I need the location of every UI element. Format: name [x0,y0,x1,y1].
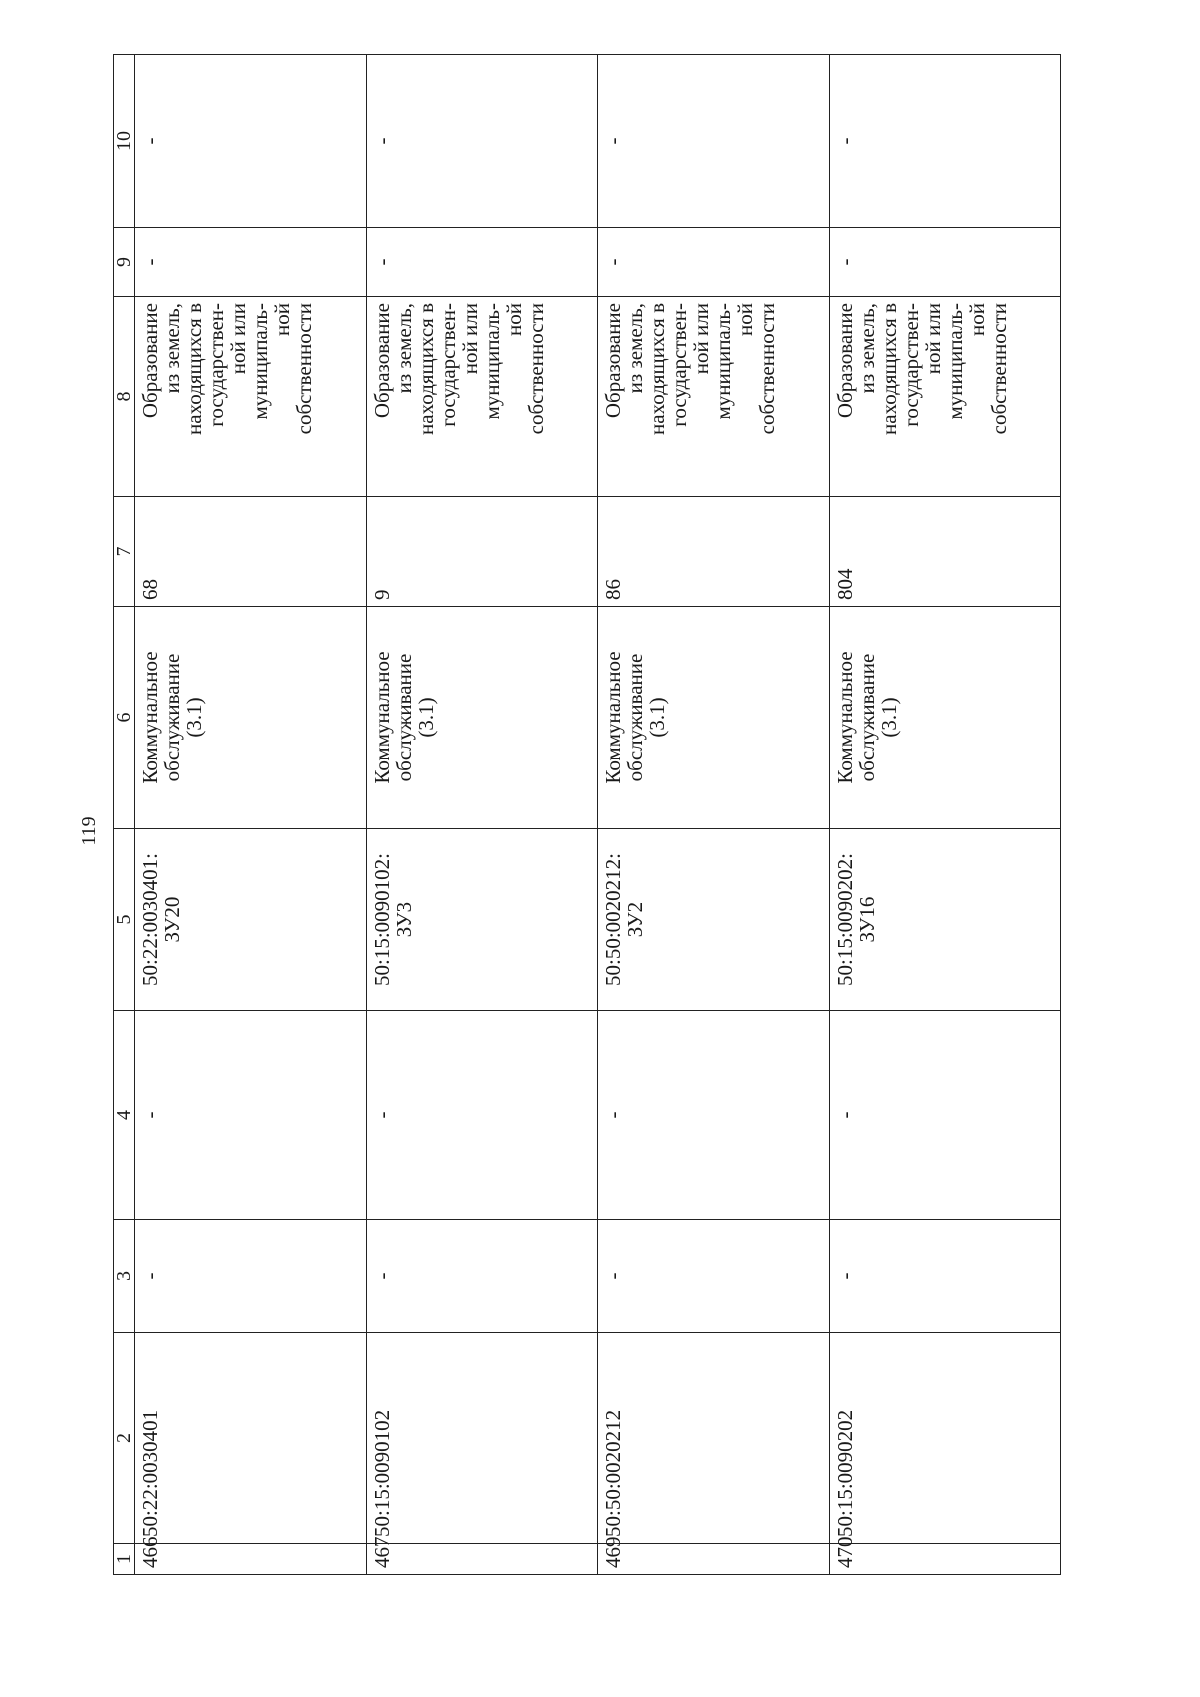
cadastral-quarter: 50:15:0090202 [829,1333,1061,1544]
permitted-use-text: Коммунальное обслуживание (3.1) [601,651,669,784]
page-number: 119 [78,816,100,846]
row-number: 469 [598,1544,830,1575]
cell-col-10: - [598,55,830,228]
plot-designation-text: 50:22:0030401: ЗУ20 [138,853,184,987]
plot-designation-text: 50:15:0090102: ЗУ3 [369,853,416,987]
plot-area: 86 [598,497,830,607]
cadastral-quarter: 50:50:0020212 [598,1333,830,1544]
row-number: 467 [366,1544,598,1575]
cell-col-3: - [829,1220,1061,1333]
cell-col-9: - [829,228,1061,297]
formation-method-text: Образование из земель, находящихся в государствен- ной или муниципаль- ной собственности [138,303,316,435]
plot-designation [598,829,830,1011]
cell-col-4: - [366,1011,598,1220]
formation-method-text: Образование из земель, находящихся в государствен- ной или муниципаль- ной собственности [369,303,548,435]
cell-col-3: - [135,1220,367,1333]
plot-area: 68 [135,497,367,607]
col-header-6: 6 [114,607,135,829]
plot-area: 9 [366,497,598,607]
table-row [135,55,367,1575]
row-number: 466 [135,1544,367,1575]
formation-method [135,297,367,497]
formation-method [598,297,830,497]
col-header-3: 3 [114,1220,135,1333]
plot-area: 804 [829,497,1061,607]
cadastral-quarter: 50:15:0090102 [366,1333,598,1544]
cell-col-3: - [366,1220,598,1333]
table-row [598,55,830,1575]
col-header-7: 7 [114,497,135,607]
permitted-use-text: Коммунальное обслуживание (3.1) [369,651,438,784]
cell-col-10: - [366,55,598,228]
cell-col-4: - [829,1011,1061,1220]
rotated-table-wrapper [113,55,1061,1575]
permitted-use-text: Коммунальное обслуживание (3.1) [832,651,901,784]
permitted-use [366,607,598,829]
permitted-use [829,607,1061,829]
table-row [829,55,1061,1575]
col-header-9: 9 [114,228,135,297]
row-number: 470 [829,1544,1061,1575]
col-header-8: 8 [114,297,135,497]
cell-col-10: - [135,55,367,228]
cadastral-quarter: 50:22:0030401 [135,1333,367,1544]
permitted-use [598,607,830,829]
col-header-1: 1 [114,1544,135,1575]
cell-col-10: - [829,55,1061,228]
cell-col-4: - [135,1011,367,1220]
plot-designation-text: 50:50:0020212: ЗУ2 [601,853,647,987]
cell-col-3: - [598,1220,830,1333]
header-row [114,55,135,1575]
plot-designation [366,829,598,1011]
cell-col-9: - [598,228,830,297]
table-row [366,55,598,1575]
permitted-use [135,607,367,829]
formation-method [829,297,1061,497]
formation-method [366,297,598,497]
col-header-2: 2 [114,1333,135,1544]
formation-method-text: Образование из земель, находящихся в государствен- ной или муниципаль- ной собственности [832,303,1011,435]
plot-designation-text: 50:15:0090202: ЗУ16 [832,853,879,987]
land-plot-table [113,54,1061,1575]
permitted-use-text: Коммунальное обслуживание (3.1) [138,651,206,784]
col-header-4: 4 [114,1011,135,1220]
formation-method-text: Образование из земель, находящихся в государствен- ной или муниципаль- ной собственности [601,303,779,435]
plot-designation [135,829,367,1011]
cell-col-4: - [598,1011,830,1220]
cell-col-9: - [366,228,598,297]
cell-col-9: - [135,228,367,297]
col-header-5: 5 [114,829,135,1011]
plot-designation [829,829,1061,1011]
col-header-10: 10 [114,55,135,228]
